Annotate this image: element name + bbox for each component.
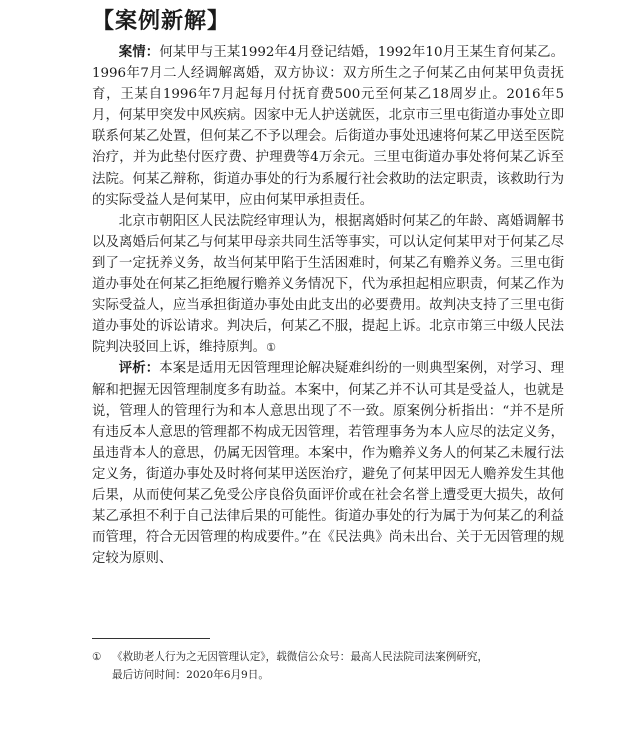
case-facts-text: 何某甲与王某1992年4月登记结婚，1992年10月王某生育何某乙。1996年7月二人经调解离婚，双方协议：双方所生之子何某乙由何某甲负责抚育，王某自1996年7月起每月付抚育费500元至何某乙18周岁止。2016年5月，何某甲突发中风疾病。因家中无人护送就医，北京市三里屯街道办事处立即联系何某乙处置，但何某乙不予以理会。后街道办事处迅速将何某乙甲送至医院治疗，并为此垫付医疗费、护理费等4万余元。三里屯街道办事处将何某乙诉至法院。何某乙辩称，街道办事处的行为系履行社会救助的法定职责，该救助行为的实际受益人是何某甲，应由何某甲承担责任。 xyxy=(92,45,565,208)
footnote-line-1 xyxy=(92,648,564,666)
footnote-line-2: 最后访问时间：2020年6月9日。 xyxy=(112,669,269,681)
court-ruling-text: 北京市朝阳区人民法院经审理认为，根据离婚时何某乙的年龄、离婚调解书以及离婚后何某乙与何某甲母亲共同生活等事实，可以认定何某甲对于何某乙尽到了一定抚养义务，故当何某甲陷于生活困难时，何某乙有赡养义务。三里屯街道办事处在何某乙拒绝履行赡养义务情况下，代为承担起相应职责，何某乙作为实际受益人，应当承担街道办事处由此支出的必要费用。故判决支持了三里屯街道办事处的诉讼请求。判决后，何某乙不服，提起上诉。北京市第三中级人民法院判决驳回上诉，维持原判。 xyxy=(92,213,564,356)
footnote-source-text: 《救助老人行为之无因管理认定》，载微信公众号：最高人民法院司法案例研究， xyxy=(112,651,489,663)
court-ruling-paragraph xyxy=(92,211,564,359)
case-facts-paragraph xyxy=(92,42,564,211)
footnote-divider xyxy=(92,638,210,639)
commentary-text: 本案是适用无因管理理论解决疑难纠纷的一则典型案例，对学习、理解和把握无因管理制度多有助益。本案中，何某乙并不认可其是受益人，也就是说，管理人的管理行为和本人意思出现了不一致。原案例分析指出：“并不是所有违反本人意思的管理都不构成无因管理，若管理事务为本人应尽的法定义务，虽违背本人的意思，仍属无因管理。本案中，作为赡养义务人的何某乙未履行法定义务，街道办事处及时将何某甲送医治疗，避免了何某甲因无人赡养发生其他后果，从而使何某乙免受公序良俗负面评价或在社会名誉上遭受更大损失，故何某乙承担不利于自己法律后果的可能性。街道办事处的行为属于为何某乙的利益而管理，符合无因管理的构成要件。”在《民法典》尚未出台、关于无因管理的规定较为原则、 xyxy=(92,361,564,567)
commentary-label: 评析： xyxy=(118,361,160,377)
commentary-paragraph xyxy=(92,358,564,569)
footnote-marker: ① xyxy=(92,651,102,663)
footnote xyxy=(92,648,564,684)
case-facts-label: 案情： xyxy=(118,45,160,60)
section-heading: 【案例新解】 xyxy=(92,8,231,34)
footnote-reference[interactable]: ① xyxy=(266,341,276,355)
article-body xyxy=(92,42,564,569)
